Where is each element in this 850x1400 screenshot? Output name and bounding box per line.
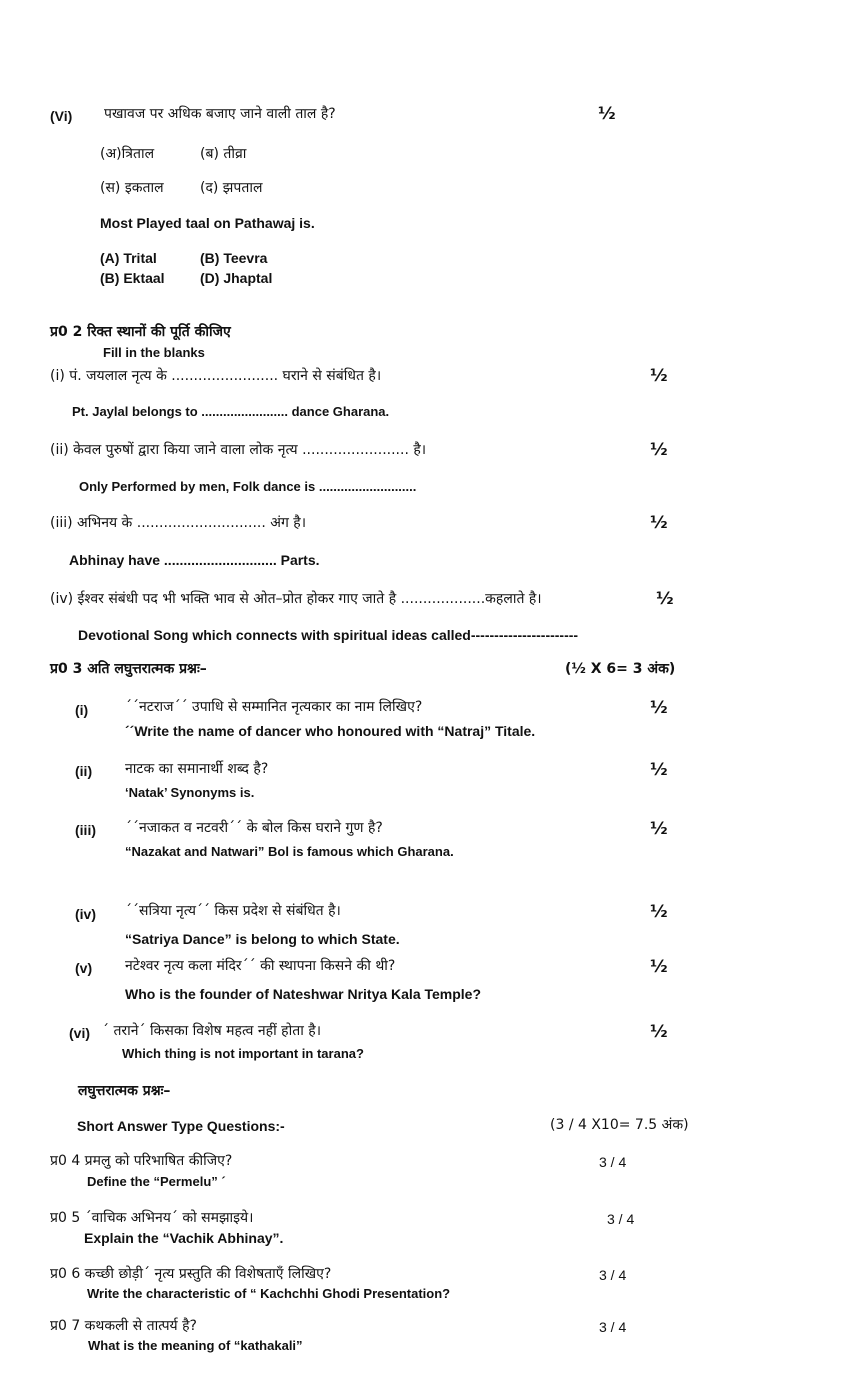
- q2-iii-marks: ½: [650, 513, 668, 533]
- q2-i-hindi: (i) पं. जयलाल नृत्य के ........................ घराने से संबंधित है।: [50, 368, 382, 384]
- q3-iv-number: (iv): [75, 906, 96, 922]
- q3-ii-hindi: नाटक का समानार्थी शब्द है?: [125, 761, 269, 777]
- short-heading-hindi: लघुत्तरात्मक प्रश्नः–: [78, 1083, 171, 1099]
- q3-iv-marks: ½: [650, 902, 668, 922]
- q1-vi-option-a-hindi: (अ)त्रिताल: [100, 146, 155, 162]
- q3-vi-marks: ½: [650, 1022, 668, 1042]
- q3-i-english: ´´Write the name of dancer who honoured with “Natraj” Titale.: [125, 723, 536, 739]
- q1-vi-marks: ½: [598, 104, 616, 124]
- q1-vi-option-a-english: (A) Trital: [100, 250, 157, 266]
- q4-english: Define the “Permelu” ´: [87, 1174, 226, 1189]
- q1-vi-option-c-hindi: (स) इकताल: [100, 180, 164, 196]
- q2-ii-hindi: (ii) केवल पुरुषों द्वारा किया जाने वाला लोक नृत्य ........................ है।: [50, 442, 427, 458]
- q5-marks: 3 / 4: [607, 1211, 635, 1227]
- q1-vi-hindi-question: पखावज पर अधिक बजाए जाने वाली ताल है?: [104, 106, 336, 122]
- q3-vi-hindi: ´ तराने´ किसका विशेष महत्व नहीं होता है।: [102, 1023, 322, 1039]
- q1-vi-option-b-hindi: (ब) तीव्रा: [200, 146, 247, 162]
- q4-hindi: प्र0 4 प्रमलु को परिभाषित कीजिए?: [50, 1153, 233, 1169]
- q1-vi-option-d-english: (D) Jhaptal: [200, 270, 273, 286]
- q1-vi-option-d-hindi: (द) झपताल: [200, 180, 263, 196]
- q2-i-english: Pt. Jaylal belongs to ........................ dance Gharana.: [72, 404, 390, 419]
- q2-ii-english: Only Performed by men, Folk dance is ...........................: [79, 479, 417, 494]
- q3-i-hindi: ´´नटराज´´ उपाधि से सम्मानित नृत्यकार का नाम लिखिए?: [125, 699, 423, 715]
- q3-iii-marks: ½: [650, 819, 668, 839]
- q2-subheading: Fill in the blanks: [103, 345, 205, 360]
- q6-hindi: प्र0 6 कच्छी छोड़ी´ नृत्य प्रस्तुति की विशेषताएँ लिखिए?: [50, 1266, 332, 1282]
- q3-heading: प्र0 3 अति लघुत्तरात्मक प्रश्नः–: [50, 661, 207, 677]
- q1-vi-option-b-english: (B) Teevra: [200, 250, 268, 266]
- q2-iii-hindi: (iii) अभिनय के ............................. अंग है।: [50, 515, 307, 531]
- q3-v-marks: ½: [650, 957, 668, 977]
- q7-marks: 3 / 4: [599, 1319, 627, 1335]
- q3-iv-english: “Satriya Dance” is belong to which State.: [125, 931, 400, 947]
- q1-vi-english-question: Most Played taal on Pathawaj is.: [100, 215, 315, 231]
- q2-heading: प्र0 2 रिक्त स्थानों की पूर्ति कीजिए: [50, 324, 231, 340]
- q3-i-marks: ½: [650, 698, 668, 718]
- q3-v-number: (v): [75, 960, 93, 976]
- q2-ii-marks: ½: [650, 440, 668, 460]
- q3-i-number: (i): [75, 702, 89, 718]
- q2-iv-marks: ½: [656, 589, 674, 609]
- q3-marks-info: (½ X 6= 3 अंक): [565, 661, 676, 677]
- q3-vi-english: Which thing is not important in tarana?: [122, 1046, 364, 1061]
- q3-iii-english: “Nazakat and Natwari” Bol is famous which Gharana.: [125, 844, 454, 859]
- q5-english: Explain the “Vachik Abhinay”.: [84, 1230, 284, 1246]
- q1-vi-option-c-english: (B) Ektaal: [100, 270, 165, 286]
- q2-iv-hindi: (iv) ईश्वर संबंधी पद भी भक्ति भाव से ओत–प्रोत होकर गाए जाते है ...................कहलाते है।: [50, 591, 542, 607]
- q1-vi-number: (Vi): [50, 108, 73, 124]
- q3-v-english: Who is the founder of Nateshwar Nritya Kala Temple?: [125, 986, 482, 1002]
- q7-english: What is the meaning of “kathakali”: [88, 1338, 303, 1353]
- q2-iii-english: Abhinay have ............................. Parts.: [69, 552, 320, 568]
- q2-iv-english: Devotional Song which connects with spiritual ideas called-----------------------: [78, 627, 579, 643]
- q3-v-hindi: नटेश्वर नृत्य कला मंदिर´´ की स्थापना किसने की थी?: [125, 958, 396, 974]
- q3-iii-number: (iii): [75, 822, 96, 838]
- short-marks-info: (3 / 4 X10= 7.5 अंक): [550, 1117, 689, 1133]
- q6-marks: 3 / 4: [599, 1267, 627, 1283]
- q3-ii-number: (ii): [75, 763, 93, 779]
- q3-ii-english: ‘Natak’ Synonyms is.: [125, 785, 255, 800]
- q3-vi-number: (vi): [69, 1025, 90, 1041]
- short-heading-english: Short Answer Type Questions:-: [77, 1118, 285, 1134]
- q4-marks: 3 / 4: [599, 1154, 627, 1170]
- q2-i-marks: ½: [650, 366, 668, 386]
- q3-iv-hindi: ´´सत्रिया नृत्य´´ किस प्रदेश से संबंधित है।: [125, 903, 341, 919]
- q3-ii-marks: ½: [650, 760, 668, 780]
- q7-hindi: प्र0 7 कथकली से तात्पर्य है?: [50, 1318, 197, 1334]
- q5-hindi: प्र0 5 ´वाचिक अभिनय´ को समझाइये।: [50, 1210, 254, 1226]
- q3-iii-hindi: ´´नजाकत व नटवरी´´ के बोल किस घराने गुण है?: [125, 820, 383, 836]
- q6-english: Write the characteristic of “ Kachchhi Ghodi Presentation?: [87, 1286, 451, 1301]
